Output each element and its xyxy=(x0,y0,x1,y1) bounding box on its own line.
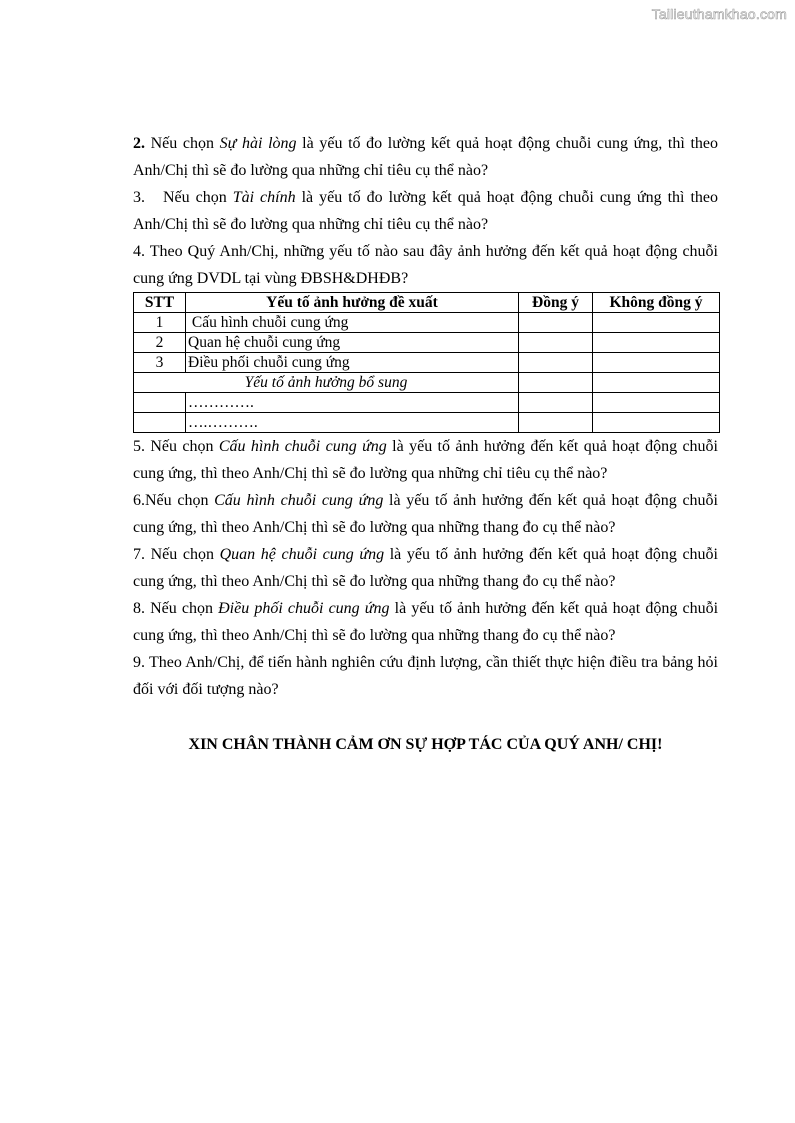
question-7-text-before: 7. Nếu chọn xyxy=(133,546,220,563)
disagree-cell[interactable] xyxy=(593,313,720,333)
table-header-row xyxy=(134,293,720,313)
row-factor: Quan hệ chuỗi cung ứng xyxy=(186,333,519,353)
question-5 xyxy=(133,433,718,487)
row-stt: 1 xyxy=(134,313,186,333)
question-2 xyxy=(133,130,718,184)
question-8 xyxy=(133,595,718,649)
row-stt xyxy=(134,393,186,413)
table-row xyxy=(134,393,720,413)
question-5-emphasis: Cấu hình chuỗi cung ứng xyxy=(218,438,387,455)
question-2-number: 2. xyxy=(133,135,145,152)
question-2-emphasis: Sự hài lòng xyxy=(219,135,297,152)
question-8-emphasis: Điều phối chuỗi cung ứng xyxy=(218,600,390,617)
document-body xyxy=(133,130,718,703)
question-7-text-after: là yếu tố ảnh hưởng đến kết quả hoạt động chuỗi cung ứng, thì theo Anh/Chị thì sẽ đo lường qua những thang đo cụ thể nào? xyxy=(133,546,719,590)
agree-cell[interactable] xyxy=(519,353,593,373)
question-7 xyxy=(133,541,718,595)
agree-cell xyxy=(519,373,593,393)
agree-cell[interactable] xyxy=(519,313,593,333)
blank-factor-entry[interactable]: …………. xyxy=(186,393,519,413)
question-3-text-before: 3. Nếu chọn xyxy=(133,189,233,206)
disagree-cell[interactable] xyxy=(593,353,720,373)
header-stt: STT xyxy=(134,293,186,313)
question-2-text-after: là yếu tố đo lường kết quả hoạt động chuỗi cung ứng, thì theo Anh/Chị thì sẽ đo lường qua những chỉ tiêu cụ thể nào? xyxy=(133,135,719,179)
supplementary-label: Yếu tố ảnh hưởng bổ sung xyxy=(134,373,519,393)
question-6-emphasis: Cấu hình chuỗi cung ứng xyxy=(214,492,384,509)
disagree-cell[interactable] xyxy=(593,333,720,353)
table-row xyxy=(134,413,720,433)
question-7-emphasis: Quan hệ chuỗi cung ứng xyxy=(219,546,385,563)
row-stt: 2 xyxy=(134,333,186,353)
question-3 xyxy=(133,184,718,238)
supplementary-header-row xyxy=(134,373,720,393)
table-row xyxy=(134,333,720,353)
row-stt xyxy=(134,413,186,433)
disagree-cell[interactable] xyxy=(593,393,720,413)
header-disagree: Không đồng ý xyxy=(593,293,720,313)
question-8-text-before: 8. Nếu chọn xyxy=(133,600,219,617)
question-5-text-after: là yếu tố ảnh hưởng đến kết quả hoạt động chuỗi cung ứng, thì theo Anh/Chị thì sẽ đo lường qua những chỉ tiêu cụ thể nào? xyxy=(133,438,718,482)
agree-cell[interactable] xyxy=(519,413,593,433)
question-4: 4. Theo Quý Anh/Chị, những yếu tố nào sau đây ảnh hưởng đến kết quả hoạt động chuỗi cung ứng DVDL tại vùng ĐBSH&DHĐB? xyxy=(133,243,718,287)
question-3-emphasis: Tài chính xyxy=(232,189,296,206)
question-8-text-after: là yếu tố ảnh hưởng đến kết quả hoạt động chuỗi cung ứng, thì theo Anh/Chị thì sẽ đo lường qua những thang đo cụ thể nào? xyxy=(133,600,719,644)
agree-cell[interactable] xyxy=(519,393,593,413)
closing-thanks: XIN CHÂN THÀNH CẢM ƠN SỰ HỢP TÁC CỦA QUÝ ANH/ CHỊ! xyxy=(188,736,663,753)
header-agree: Đồng ý xyxy=(519,293,593,313)
factors-table xyxy=(133,292,720,433)
blank-factor-entry[interactable]: ….………. xyxy=(186,413,519,433)
disagree-cell[interactable] xyxy=(593,413,720,433)
question-9: 9. Theo Anh/Chị, để tiến hành nghiên cứu định lượng, cần thiết thực hiện điều tra bảng hỏi đối với đối tượng nào? xyxy=(133,654,718,698)
header-factor: Yếu tố ảnh hưởng đề xuất xyxy=(186,293,519,313)
question-2-text-before: Nếu chọn xyxy=(145,135,220,152)
table-row xyxy=(134,353,720,373)
agree-cell[interactable] xyxy=(519,333,593,353)
table-row xyxy=(134,313,720,333)
question-6-text-after: là yếu tố ảnh hưởng đến kết quả hoạt động chuỗi cung ứng, thì theo Anh/Chị thì sẽ đo lường qua những thang đo cụ thể nào? xyxy=(133,492,718,536)
disagree-cell xyxy=(593,373,720,393)
row-factor: Điều phối chuỗi cung ứng xyxy=(186,353,519,373)
question-3-text-after: là yếu tố đo lường kết quả hoạt động chuỗi cung ứng thì theo Anh/Chị thì sẽ đo lường qua những chỉ tiêu cụ thể nào? xyxy=(133,189,719,233)
question-5-text-before: 5. Nếu chọn xyxy=(133,438,219,455)
question-6-text-before: 6.Nếu chọn xyxy=(133,492,215,509)
question-6 xyxy=(133,487,718,541)
row-stt: 3 xyxy=(134,353,186,373)
row-factor: Cấu hình chuỗi cung ứng xyxy=(186,313,519,333)
watermark: Tailieuthamkhao.com xyxy=(651,6,787,22)
